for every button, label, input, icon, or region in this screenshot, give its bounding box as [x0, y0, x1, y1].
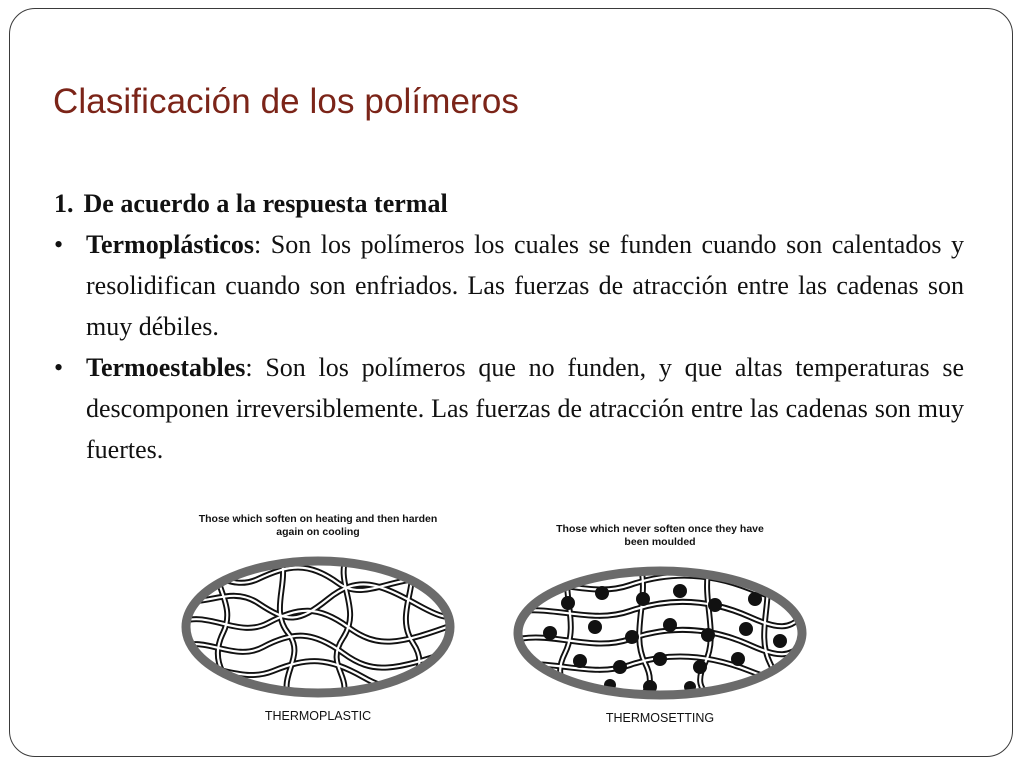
bullet-text: : Son los polímeros que no funden, y que altas temperaturas se descomponen irreversiblemente. Las fuerzas de atracción entre las cadenas son muy fuertes. — [86, 353, 964, 464]
thermoplastic-diagram — [178, 553, 458, 703]
bullet-thermoplastics — [54, 224, 964, 347]
bullet-text: : Son los polímeros los cuales se funden cuando son calentados y resolidifican cuando son enfriados. Las fuerzas de atracción entre las cadenas son muy débiles. — [86, 230, 964, 341]
caption-line: again on cooling — [276, 526, 360, 538]
section-heading — [54, 183, 964, 224]
bullet-term: Termoestables — [86, 353, 246, 382]
thermoplastic-label: THERMOPLASTIC — [264, 709, 372, 723]
thermosetting-diagram — [510, 563, 810, 703]
thermosetting-figure — [510, 505, 810, 725]
caption-line: Those which soften on heating and then harden — [198, 513, 438, 525]
slide-title: Clasificación de los polímeros — [53, 82, 519, 121]
thermosetting-caption — [510, 523, 810, 549]
section-heading-text: De acuerdo a la respuesta termal — [83, 189, 448, 218]
bullet-marker: • — [54, 230, 64, 259]
bullet-thermosets — [54, 347, 964, 470]
section-number: 1. — [54, 189, 74, 218]
thermoplastic-figure — [178, 505, 458, 723]
caption-line: Those which never soften once they have — [556, 523, 764, 535]
caption-line: been moulded — [624, 536, 696, 548]
bullet-marker: • — [54, 353, 64, 382]
slide-body — [54, 183, 964, 470]
thermoplastic-caption — [178, 513, 458, 539]
thermosetting-label: THERMOSETTING — [605, 711, 715, 725]
bullet-term: Termoplásticos — [86, 230, 255, 259]
